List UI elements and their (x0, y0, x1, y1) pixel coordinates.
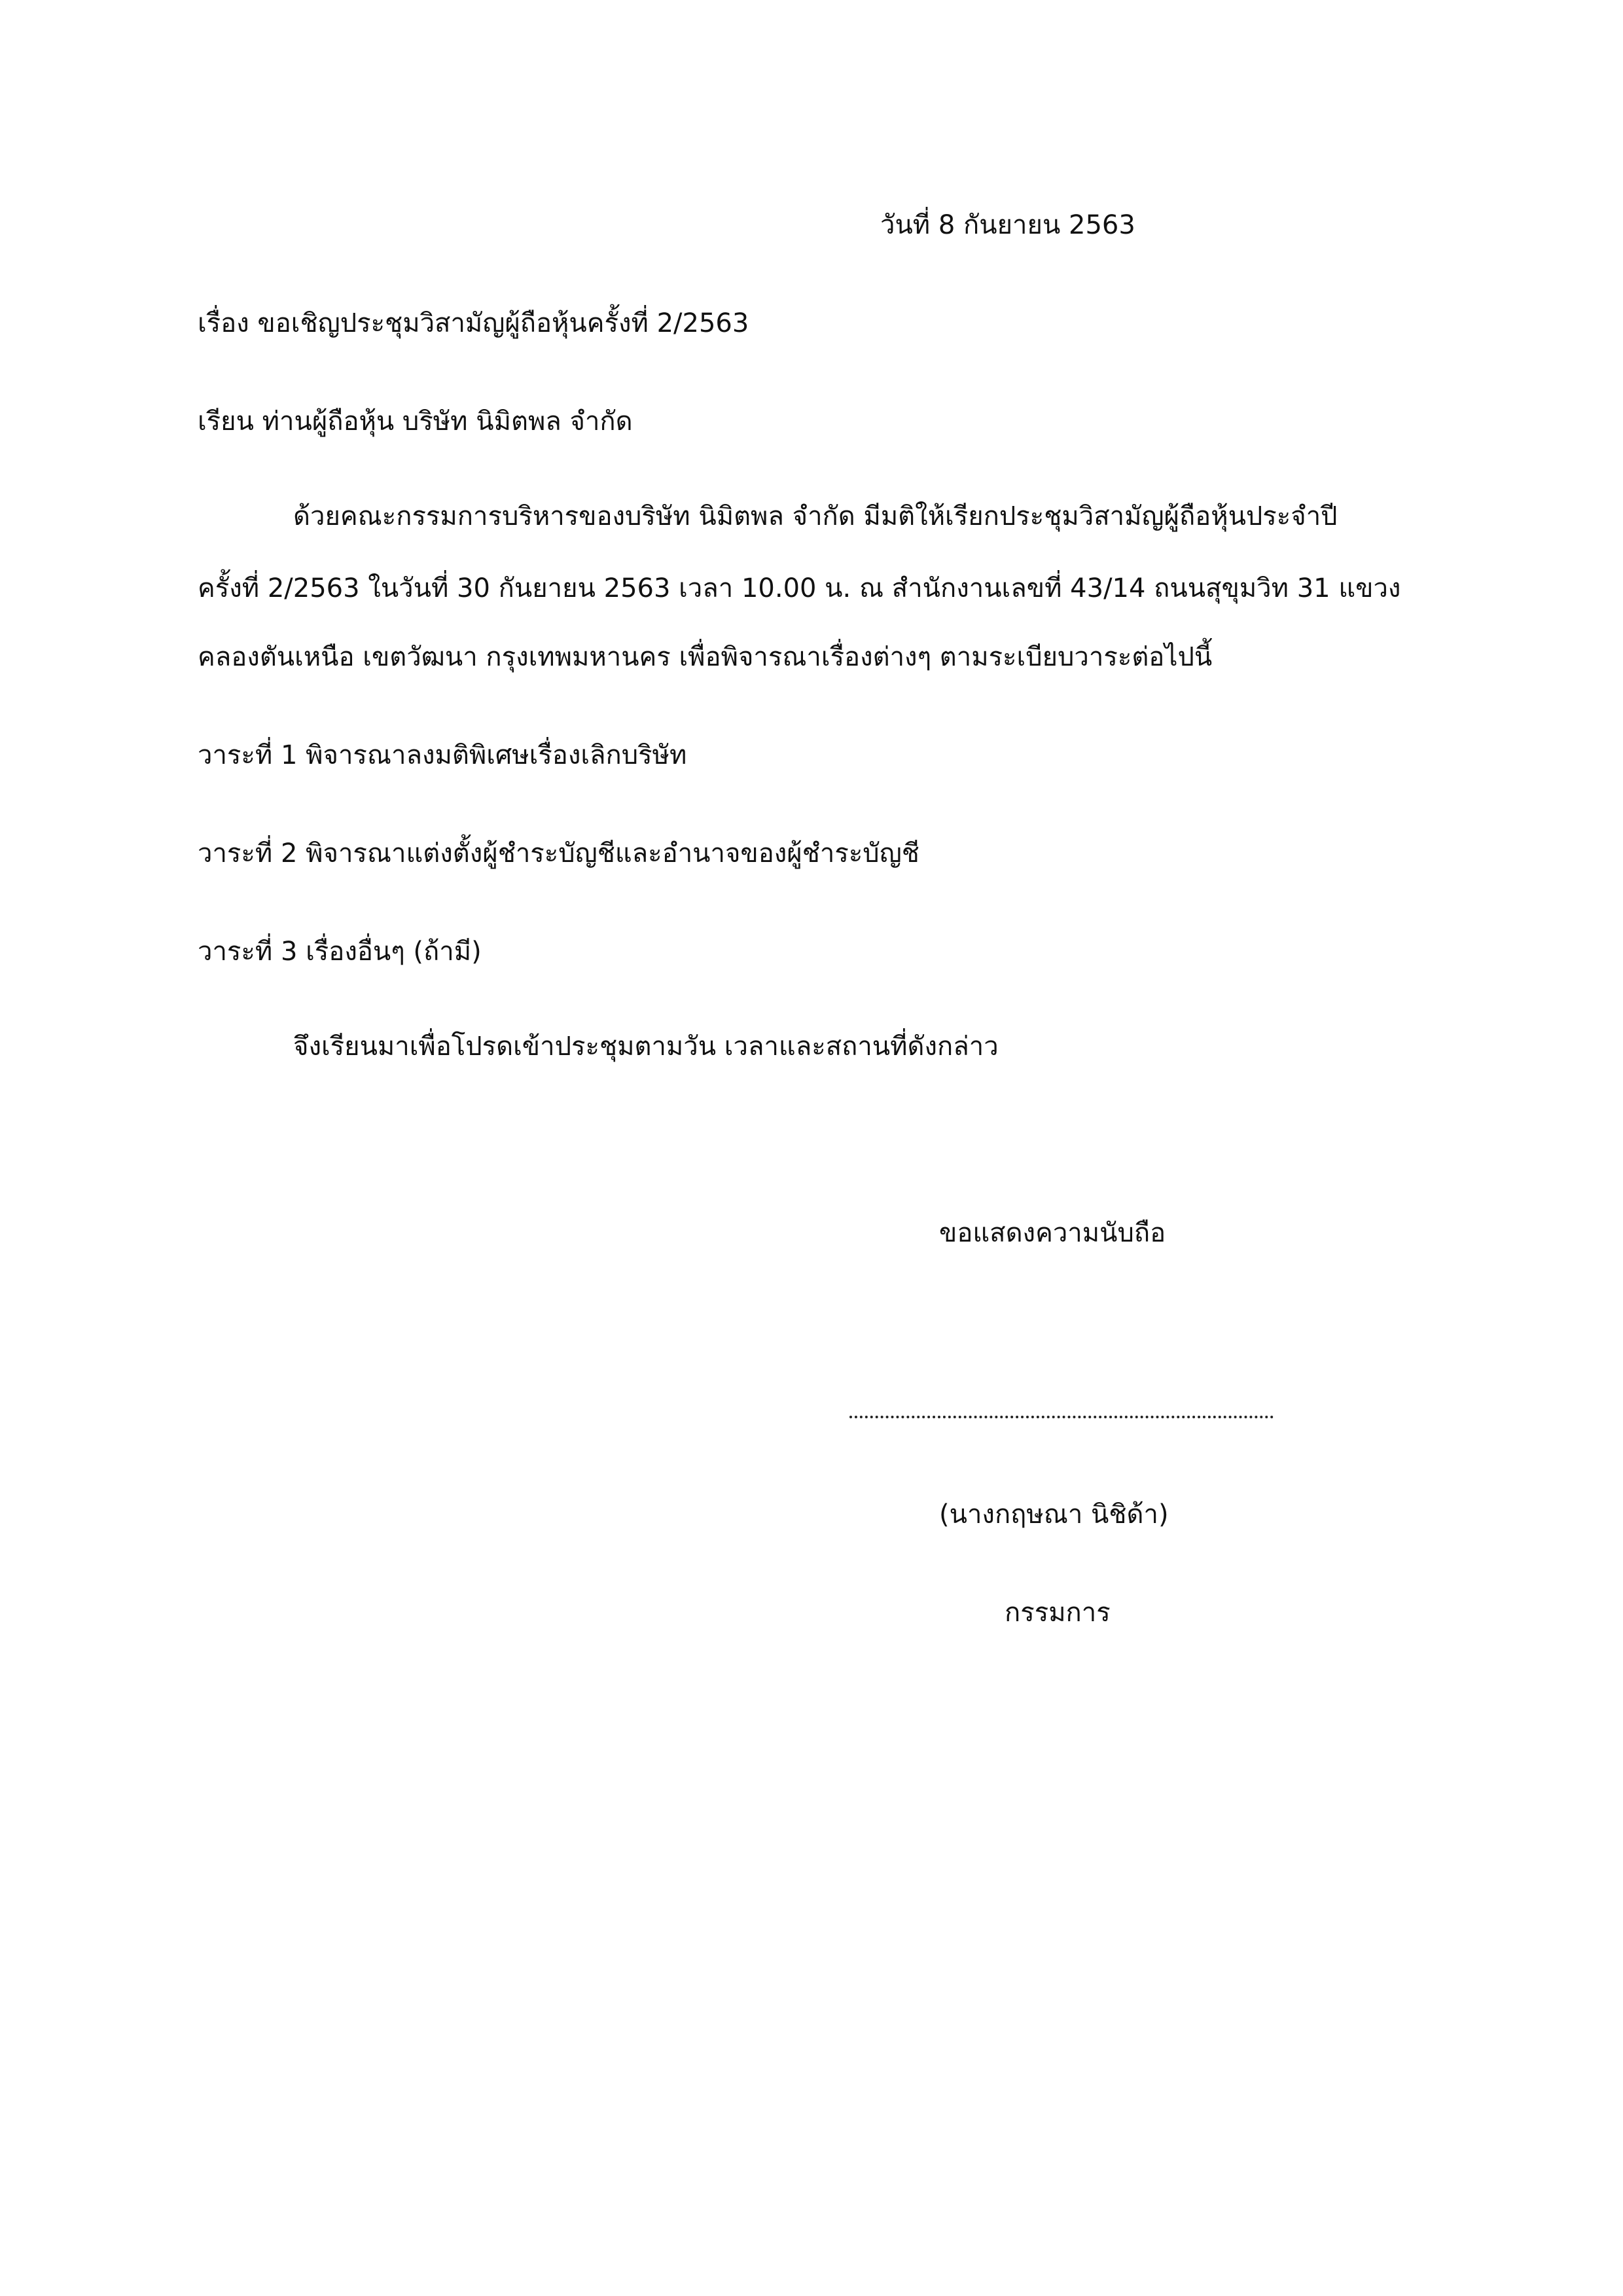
letter-subject: เรื่อง ขอเชิญประชุมวิสามัญผู้ถือหุ้นครั้งที่ 2/2563 (198, 308, 749, 338)
agenda-item-1: วาระที่ 1 พิจารณาลงมติพิเศษเรื่องเลิกบริษัท (198, 740, 687, 770)
letter-date: วันที่ 8 กันยายน 2563 (880, 210, 1135, 240)
agenda-item-3: วาระที่ 3 เรื่องอื่นๆ (ถ้ามี) (198, 937, 482, 967)
regards-text: ขอแสดงความนับถือ (939, 1218, 1166, 1248)
letter-recipient: เรียน ท่านผู้ถือหุ้น บริษัท นิมิตพล จำกัด (198, 406, 633, 437)
agenda-item-2: วาระที่ 2 พิจารณาแต่งตั้งผู้ชำระบัญชีและอำนาจของผู้ชำระบัญชี (198, 838, 919, 869)
body-paragraph-line-3: คลองตันเหนือ เขตวัฒนา กรุงเทพมหานคร เพื่อพิจารณาเรื่องต่างๆ ตามระเบียบวาระต่อไปนี้ (198, 642, 1213, 672)
body-paragraph-line-1: ด้วยคณะกรรมการบริหารของบริษัท นิมิตพล จำกัด มีมติให้เรียกประชุมวิสามัญผู้ถือหุ้นประจำปี (293, 501, 1338, 531)
closing-sentence: จึงเรียนมาเพื่อโปรดเข้าประชุมตามวัน เวลาและสถานที่ดังกล่าว (293, 1031, 999, 1062)
signer-name: (นางกฤษณา นิชิด้า) (939, 1499, 1169, 1530)
signer-title: กรรมการ (1005, 1598, 1111, 1628)
body-paragraph-line-2: ครั้งที่ 2/2563 ในวันที่ 30 กันยายน 2563 เวลา 10.00 น. ณ สำนักงานเลขที่ 43/14 ถนนสุขุมวิท 31 แขวง (198, 573, 1401, 603)
signature-line (849, 1416, 1274, 1418)
